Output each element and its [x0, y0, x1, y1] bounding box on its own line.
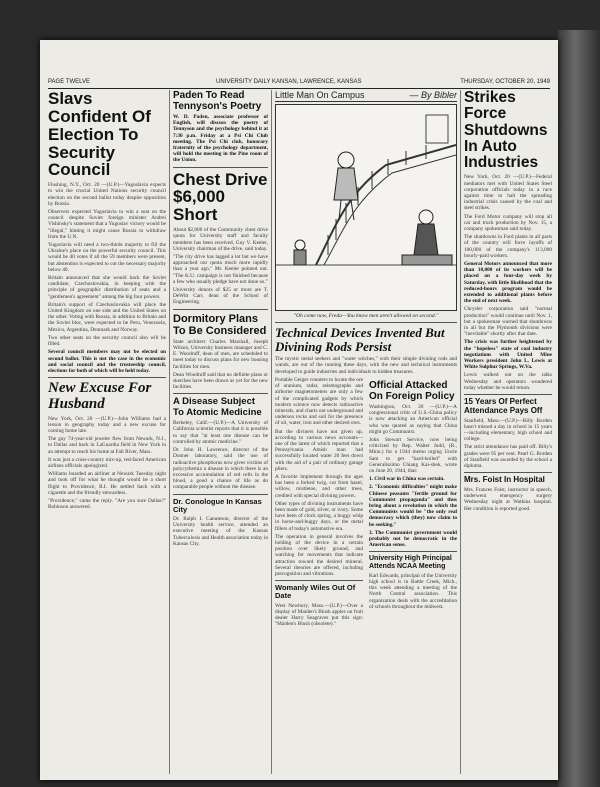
article-text: 1. Civil war in China was certain. [369, 476, 445, 483]
article-text: General Motors announced that more than 10,000 of its workers will be placed on a four-day week by Saturday, with little likelihood that the reduced-hours program would be extended to additional plants before the end of next week. [464, 260, 552, 305]
article-text: Britain's support of Czechoslovakia will place the United Kingdom on one side and the United States on the other. Voting with Russia, in addition to Britain and the Soviet bloc, were expected to be Peru, Venezuela, Mexico, Argentina, Denmark and Norway. [48, 301, 166, 333]
article-text: But the diviners have not given up, according to various news accounts—one of the latest of which reported that a Pennsylvania Amish man had successfully located water 20 feet down with the aid of a pair of ordinary garage pliers. [275, 428, 363, 472]
divider [369, 551, 457, 552]
column-3 [275, 90, 457, 774]
cartoon-title: Little Man On Campus [275, 90, 365, 100]
divider [173, 494, 268, 495]
headline-divining-rods: Technical Devices Invented But Divining Rods Persist [275, 325, 445, 354]
headline-atomic: A Disease Subject To Atomic Medicine [173, 396, 262, 418]
headline-perfect-attendance: 15 Years Of Perfect Attendance Pays Off [464, 397, 543, 415]
article-text: Observers expected Yugoslavia to win a seat on the council despite Soviet foreign minister Andrei Vishinsky's statement that a Yugoslav victory would be "illegal," hinting it might cause Russia to withdraw from the U.N. [48, 209, 166, 240]
article-text: John Stewart Service, now being criticized by Rep. Walter Judd, (R., Minn.) for a 1944 memo urging Uncle Sam to get "hard-boiled" with Generalissimo Chiang Kai-shek, wrote on June 20, 1944, that: [369, 436, 457, 474]
article-text: State architect Charles Marshall, Joseph Wilson, University business manager and C. E. Woodruff, dean of men, are scheduled to meet today to discuss plans for new housing facilities for men. [173, 338, 268, 370]
article-text: Dr. John H. Lawrence, director of the Donner laboratory, said the use of radioactive phosphorus now gives victims of polycythemia a disease in which there is an excessive accumulation of red cells in the blood, a good a chance of life as do comparable people without the disease. [173, 447, 268, 491]
article-text: 3. The Communist government would probably not be democratic in the American sense. [369, 529, 457, 549]
headline-strikes: Strikes Force Shutdowns In Auto Industries [464, 90, 548, 172]
article-text: Mrs. Frances Foist, instructor in speech, underwent emergency surgery Wednesday night at Watkins hospital. Her condition is reported good. [464, 487, 552, 512]
column-rule [271, 90, 272, 774]
divider [275, 322, 457, 323]
column-rule [460, 90, 461, 774]
article-text: Karl Edwards, principal of the University high school is in Battle Creek, Mich., this week attending a meeting of the North Central association. This organization deals with the accreditation of schools throughout the midwest. [369, 572, 457, 610]
headline-official-attacked: Official Attacked On Foreign Policy [369, 379, 455, 402]
column-4 [464, 90, 552, 774]
cartoon-drawing [276, 105, 456, 310]
headline-womanly-wiles: Womanly Wiles Out Of Date [275, 583, 356, 601]
article-text: About $2,000 of the Community chest drive quota for University staff and faculty members has been received, Guy V. Keeler, University chairman of the drive, said today. [173, 227, 268, 252]
article-text: The operation in general involves the holding of the device in a certain position over likely ground, and watching for movements that indicate attraction toward the desired mineral. Several theories are offered, including precognition and vibrations. [275, 533, 363, 577]
column-2 [173, 90, 268, 774]
divider [464, 472, 552, 473]
article-text: The shutdowns in Ford plants in all parts of the country will force layoffs of 100,000 of the company's 113,000 hourly-paid workers. [464, 234, 552, 259]
issue-date: THURSDAY, OCTOBER 20, 1949 [460, 79, 550, 85]
masthead [48, 78, 550, 89]
page-number: PAGE TWELVE [48, 79, 91, 85]
subcolumn-right [369, 377, 457, 630]
article-text: The gay 74-year-old jeweler flew from Newark, N.J., to Dallas and back in LaGuardia field in New York in an attempt to reach his home at Fall River, Mass. [48, 436, 166, 455]
paper-name: UNIVERSITY DAILY KANSAN, LAWRENCE, KANSAS [216, 79, 362, 85]
article-text: Dr. Ralph I. Canuteson, director of the University health service, attended an executive meeting of the Kansas Tuberculosis and Health association today in Kansas City. [173, 516, 268, 547]
article-text: Portable Geiger counters to locate the ore of uranium, radar, seismographs and airborne magnetometers are only a few of the complicated gadgets by which modern science now detects radioactive minerals, and charts out underground and undersea rocks and soil for the presence of oil, water, iron and other desired ores. [275, 376, 363, 427]
column-1 [48, 90, 166, 774]
divider [173, 167, 268, 168]
article-text: Several council members may not be elected on second ballot. This is not the case in the economic and social council and the trusteeship council, elections for both of which will be held today. [48, 349, 166, 374]
article-text: "Providence," came the reply. "Are you sure Dallas?" Robinson answered. [48, 498, 166, 511]
article-text: Britain announced that she would back the Soviet candidate, Czechoslovakia, in keeping with the principle of geographic distribution of seats and a "gentlemen's agreement" among the big four powers. [48, 275, 166, 300]
newspaper-page [40, 40, 558, 780]
headline-chest-drive: Chest Drive $6,000 Short [173, 169, 268, 225]
article-text: Williams boarded an airliner at Newark Tuesday night and took off for what he thought would be a short flight to Providence, R.I. He settled back with a cigarette and the friendly stewardess. [48, 471, 166, 496]
column-rule [169, 90, 170, 774]
article-text: Other types of divining instruments have been made of gold, silver, or ivory. Some have been of clock spring, a buggy whip in horse-and-buggy days, or the metal fillers of today's automotive era. [275, 500, 363, 532]
article-text: A favorite implement through the ages has been a forked twig, cut from hazel, willow, mistletoe, and other trees, credited with special divining powers. [275, 473, 363, 499]
article-text: Two other seats on the security council also will be filled. [48, 334, 166, 348]
article-text: 2. "Economic difficulties" might make Chinese peasants "fertile ground for Communist propaganda" and thus bring about a revolution in which the Communists would be "the only real democracy which (they) now claim to be seeking." [369, 484, 457, 528]
article-text: New York, Oct. 20 —(U.P.)—John Williams had a lesson in geography today and a new excuse for coming home late. [48, 415, 166, 435]
article-text: The Ford Motor company will stop all car and truck production by Nov. 15, a company spokesman said today. [464, 213, 552, 232]
article-text: Lewis walked out on the talks Wednesday and operators wondered today whether he would return. [464, 372, 552, 391]
subcolumn-left [275, 377, 363, 630]
article-text: W. D. Paden, associate professor of English, will discuss the poetry of Tennyson and the psychology behind it at 7:30 p.m. Friday at a Psi Chi Club meeting. The Psi Chi club, honorary fraternity of the psychology department, will hold the meeting in the Pine room of the Union. [173, 114, 268, 164]
divider [173, 393, 268, 394]
article-text: Flushing, N.Y., Oct. 20 —(U.P.)—Yugoslavia expects to win the crucial United Nations security council election on the second ballot today despite opposition by Russia. [48, 182, 166, 207]
article-text: Chrysler corporation said "normal production" would continue until Nov. 1, but a spokesman warned that shutdowns in all but the Plymouth divisions were "inevitable" shortly after that date. [464, 306, 552, 338]
headline-slavs: Slavs Confident Of Election To Security Council [48, 90, 151, 180]
article-text: The strict attendance has paid off. Billy's grades were 95 per cent. Pearl G. Borden of Stanfield was awarded by the school a diploma. [464, 444, 552, 470]
article-text: Washington, Oct. 20 —(U.P.)—A congressional critic of U.S.-China policy is now attacking an American official who was quoted as saying that China might go Communist. [369, 403, 457, 435]
article-text: The mystic metal seekers and "water witches," with their simple divining rods and wands, are out of the running these days, with the new and technical instruments developed to guide industries and individuals to hidden treasures. [275, 356, 457, 375]
article-text: University donors of $25 or more are T. DeWitt Carr, dean of the School of Engineering. [173, 286, 268, 306]
divider [48, 377, 166, 378]
cartoon-byline: — By Bibler [409, 90, 457, 100]
cartoon-illustration [275, 104, 457, 311]
article-text: Yugoslavia will need a two-thirds majority to fill the Ukraine's place on the powerful security council. This would be 40 votes if all the 59 members were present, but abstention is expected to cut the necessary majority below 40. [48, 242, 166, 273]
divider [173, 309, 268, 310]
article-text: "The city drive has lagged a lot but we have approached our quota much more rapidly than a year ago," Mr. Keeler pointed out. "The K.U. campaign is not finished because a few who usually pledge have not done so." [173, 253, 268, 285]
article-text: West Newbury, Mass.—(U.P.)—Over a display of Maiden's Blush apples on fruit dealer Harry Seagraves put this sign: "Maiden's Blush (obsolete)." [275, 602, 363, 628]
cartoon-header [275, 90, 457, 102]
article-text: The crisis was further heightened by the "hopeless" state of coal industry negotiations with United Mine Workers president John L. Lewis at White Sulphur Springs, W.Va. [464, 339, 552, 371]
article-text: It was just a cross-country mix-up, red-faced American airlines officials apologized. [48, 456, 166, 470]
article-text: Berkeley, Calif.—(U.P.)—A University of California scientist reports that it is possible to say that "at least one disease can be controlled by atomic medicine." [173, 420, 268, 445]
headline-university-high: University High Principal Attends NCAA Meeting [369, 555, 452, 571]
headline-paden: Paden To Read Tennyson's Poetry [173, 90, 262, 112]
headline-conologue: Dr. Conologue In Kansas City [173, 496, 262, 514]
divider [275, 580, 363, 581]
headline-new-excuse: New Excuse For Husband [48, 380, 152, 412]
binder-edge [558, 30, 600, 787]
article-text: Stanfield, Mass.—(U.P.)—Billy Borden hasn't missed a day in school in 15 years—including elementary, high school and college. [464, 417, 552, 443]
article-text: New York, Oct. 20 —(U.P.)—Federal mediators met with United States Steel corporation officials today in a race against time to halt the spreading industrial crisis caused by the coal and steel strikes. [464, 174, 552, 212]
divider [464, 394, 552, 395]
cartoon-caption: "Oh come now, Freda—You know men aren't allowed on second." [293, 313, 439, 319]
headline-dormitory: Dormitory Plans To Be Considered [173, 312, 267, 337]
two-column-section [275, 377, 457, 630]
article-text: Dean Woodruff said that no definite plans or sketches have been drawn as yet for the new facilities. [173, 371, 268, 391]
headline-mrs-foist: Mrs. Foist In Hospital [464, 475, 545, 485]
